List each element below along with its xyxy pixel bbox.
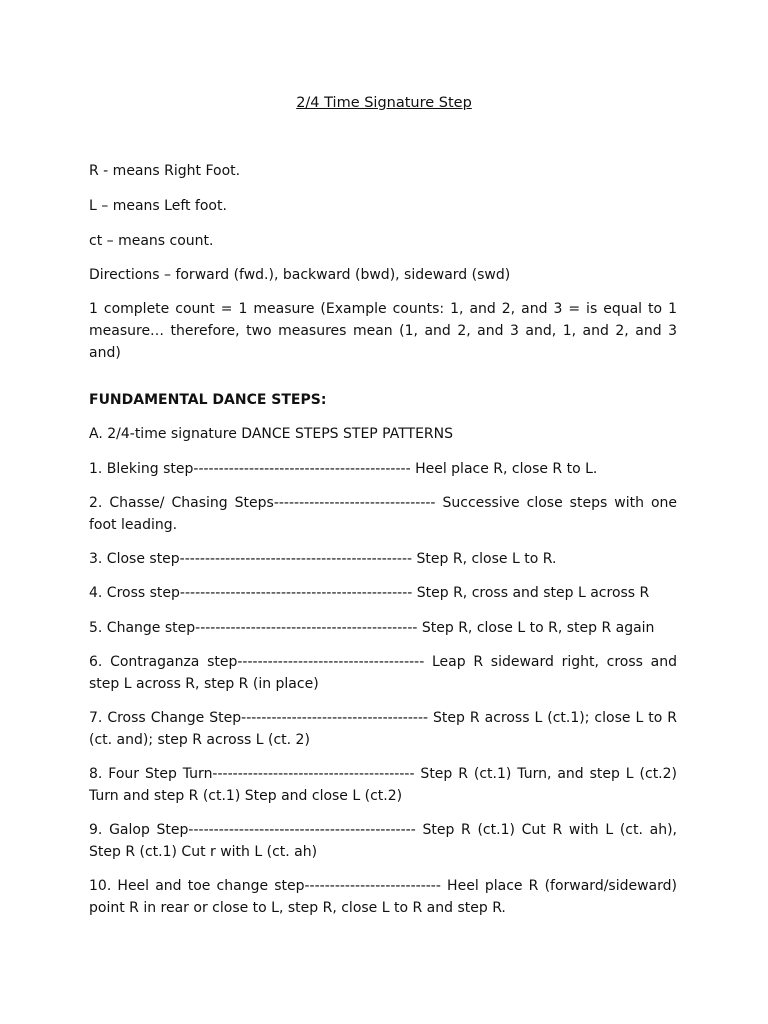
legend-right-foot: R - means Right Foot. [89,163,241,179]
step-item: 6. Contraganza step------------------------------------- Leap R sideward right, cross and step L across R, step R (in place) [89,654,677,692]
document-title: 2/4 Time Signature Step [296,95,472,111]
step-item: 5. Change step-------------------------------------------- Step R, close L to R, step R again [89,620,655,636]
legend-left-foot: L – means Left foot. [89,198,227,214]
step-item: 3. Close step---------------------------------------------- Step R, close L to R. [89,551,557,567]
legend-directions: Directions – forward (fwd.), backward (bwd), sideward (swd) [89,267,511,283]
step-item: 1. Bleking step------------------------------------------- Heel place R, close R to L. [89,461,598,477]
step-item: 7. Cross Change Step------------------------------------- Step R across L (ct.1); close L to R (ct. and); step R across L (ct. 2) [89,710,677,748]
step-item: 10. Heel and toe change step--------------------------- Heel place R (forward/sideward) point R in rear or close to L, step R, close L to R and step R. [89,878,677,916]
legend-count: ct – means count. [89,233,214,249]
legend-measure: 1 complete count = 1 measure (Example counts: 1, and 2, and 3 = is equal to 1 measure… therefore, two measures mean (1, and 2, and 3 and, 1, and 2, and 3 and) [89,301,677,361]
step-item: 4. Cross step---------------------------------------------- Step R, cross and step L across R [89,585,650,601]
subheading: A. 2/4-time signature DANCE STEPS STEP PATTERNS [89,426,454,442]
section-heading: FUNDAMENTAL DANCE STEPS: [89,392,327,408]
step-item: 8. Four Step Turn---------------------------------------- Step R (ct.1) Turn, and step L (ct.2) Turn and step R (ct.1) Step and close L (ct.2) [89,766,677,804]
step-item: 9. Galop Step--------------------------------------------- Step R (ct.1) Cut R with L (ct. ah), Step R (ct.1) Cut r with L (ct. ah) [89,822,677,860]
step-item: 2. Chasse/ Chasing Steps-------------------------------- Successive close steps with one foot leading. [89,495,677,533]
